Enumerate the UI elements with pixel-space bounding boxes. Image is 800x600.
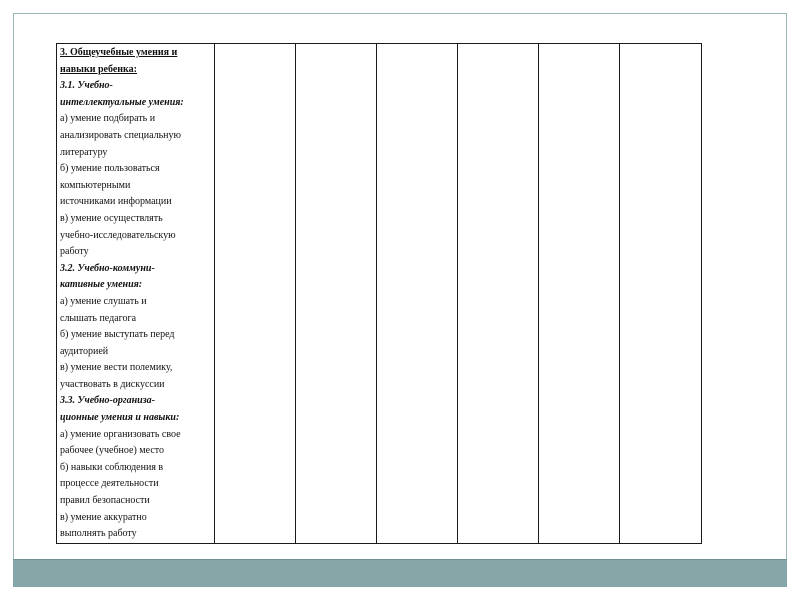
empty-cell	[296, 44, 377, 544]
empty-cell	[539, 44, 620, 544]
table-row	[57, 44, 702, 544]
skill-item-line: в) умение осуществлять	[60, 212, 163, 224]
skill-item-line: б) умение выступать перед	[60, 329, 175, 341]
group-title-line: 3.1. Учебно-	[60, 80, 113, 92]
skill-item-line: в) умение аккуратно	[60, 511, 147, 523]
skill-item-line: процессе деятельности	[60, 478, 159, 490]
skill-item-line: аудиторией	[60, 345, 109, 357]
empty-cell	[620, 44, 702, 544]
skill-item-line: компьютерными	[60, 179, 131, 191]
group-title-line: 3.2. Учебно-коммуни-	[60, 262, 155, 274]
skill-item-line: б) умение пользоваться	[60, 163, 160, 175]
group-title-line: интеллектуальные умения:	[60, 96, 184, 108]
skill-item-line: учебно-исследовательскую	[60, 229, 176, 241]
skill-item-line: выполнять работу	[60, 528, 137, 540]
empty-cell	[377, 44, 458, 544]
section-title-line: навыки ребенка:	[60, 63, 138, 75]
skill-item-line: а) умение слушать и	[60, 295, 147, 307]
skill-item-line: правил безопасности	[60, 495, 150, 507]
empty-cell	[215, 44, 296, 544]
skill-item-line: рабочее (учебное) место	[60, 445, 164, 457]
skill-item-line: в) умение вести полемику,	[60, 362, 173, 374]
skills-table	[56, 43, 702, 544]
group-title-line: кативные умения:	[60, 279, 143, 291]
empty-cell	[458, 44, 539, 544]
skill-item-line: слышать педагога	[60, 312, 137, 324]
slide-footer-band	[13, 559, 787, 587]
skill-item-line: анализировать специальную	[60, 129, 181, 141]
skill-item-line: а) умение подбирать и	[60, 113, 156, 125]
group-title-line: ционные умения и навыки:	[60, 412, 180, 424]
skill-item-line: а) умение организовать свое	[60, 428, 181, 440]
skill-item-line: источниками информации	[60, 196, 172, 208]
skill-item-line: работу	[60, 246, 89, 258]
skill-item-line: участвовать в дискуссии	[60, 378, 165, 390]
section-title-line: 3. Общеучебные умения и	[60, 47, 178, 58]
skills-description-cell	[57, 44, 215, 544]
skill-item-line: б) навыки соблюдения в	[60, 461, 164, 473]
skill-item-line: литературу	[60, 146, 108, 158]
group-title-line: 3.3. Учебно-организа-	[60, 395, 155, 407]
